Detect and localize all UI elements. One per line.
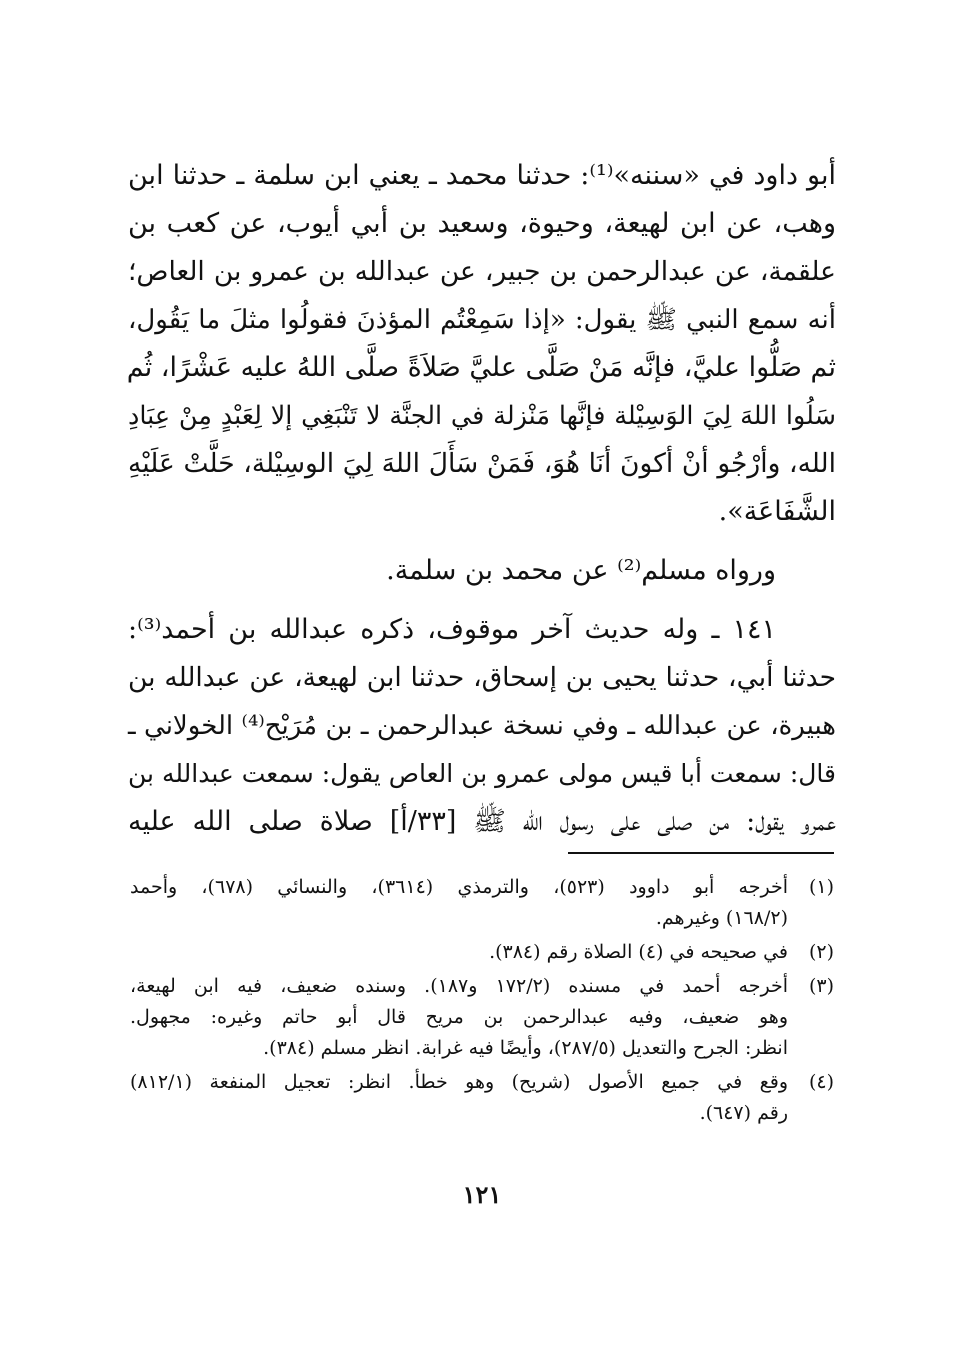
- text-line: أبو داود في «سننه»⁽¹⁾: حدثنا محمد ـ يعني ابن سلمة ـ حدثنا ابن: [128, 160, 836, 191]
- muslim-narration-line: ورواه مسلم⁽²⁾ عن محمد بن سلمة.: [386, 555, 776, 586]
- main-text-body: [128, 152, 836, 846]
- text-line: ثم صَلُّوا عليَّ، فإنَّه مَنْ صَلَّى عليَّ صَلاَةً صلَّى اللهُ عليه عَشْرًا، ثُم: [126, 352, 836, 383]
- footnote-2: [130, 937, 834, 968]
- footnote-text: في صحيحه في (٤) الصلاة رقم (٣٨٤).: [489, 941, 788, 963]
- text-line: الله، وأرْجُو أنْ أكونَ أنَا هُوَ، فَمَنْ سَأَلَ اللهَ لِيَ الوسِيْلة، حَلَّتْ عَلَيْهِ: [128, 448, 836, 479]
- page-number: ١٢١: [462, 1180, 502, 1209]
- text-line: الشَّفَاعَة».: [718, 496, 836, 527]
- footnote-text: (١٦٨/٢) وغيرهم.: [655, 907, 788, 929]
- text-line: حدثنا أبي، حدثنا يحيى بن إسحاق، حدثنا ابن لهيعة، عن عبدالله بن: [128, 662, 836, 693]
- text-line: عمرو يقول: من صلى على رسول الله ﷺ [٣٣/أ] صلاة صلى الله عليه: [128, 806, 837, 837]
- footnote-text: أخرجه أحمد في مسنده (١٧٢/٢ و١٨٧). وسنده ضعيف، فيه ابن لهيعة،: [130, 975, 788, 997]
- hadith-141-heading-line: ١٤١ ـ وله حديث آخر موقوف، ذكره عبدالله بن أحمد⁽³⁾:: [128, 614, 776, 645]
- footnote-text: أخرجه أبو داوود (٥٢٣)، والترمذي (٣٦١٤)، والنسائي (٦٧٨)، وأحمد: [130, 876, 788, 898]
- text-line: علقمة، عن عبدالرحمن بن جبير، عن عبدالله بن عمرو بن العاص؛: [128, 256, 836, 287]
- footnote-1: [130, 872, 834, 934]
- footnote-4: [130, 1067, 834, 1129]
- footnotes-section: [130, 872, 834, 1132]
- footnote-text: وقع في جميع الأصول (شريح) وهو خطأ. انظر: تعجيل المنفعة (٨١٢/١): [130, 1071, 788, 1093]
- footnote-3: [130, 971, 834, 1064]
- footnote-number: (١): [808, 876, 834, 898]
- text-line: أنه سمع النبي ﷺ يقول: «إذا سَمِعْتُم المؤذنَ فقولُوا مثلَ ما يَقُول،: [128, 305, 836, 335]
- footnote-separator: [568, 852, 834, 854]
- footnote-text: انظر: الجرح والتعديل (٢٨٧/٥)، وأيضًا فيه غرابة. انظر مسلم (٣٨٤).: [263, 1037, 788, 1059]
- footnote-number: (٤): [808, 1071, 834, 1093]
- text-line: وهب، عن ابن لهيعة، وحيوة، وسعيد بن أبي أيوب، عن كعب بن: [128, 208, 836, 239]
- text-line: هبيرة، عن عبدالله ـ وفي نسخة عبدالرحمن ـ بن مُرَيْح⁽⁴⁾ الخولاني ـ: [128, 711, 836, 741]
- footnote-text: وهو ضعيف، وفيه عبدالرحمن بن مريح قال أبو حاتم وغيره: مجهول.: [130, 1006, 788, 1028]
- text-line: سَلُوا اللهَ لِيَ الوَسِيْلة فإنَّها مَنْزلة في الجنَّة لا تَنْبَغِي إلا لِعَبْدٍ مِنْ عِبَادِ: [128, 401, 836, 431]
- footnote-text: رقم (٦٤٧).: [699, 1102, 788, 1124]
- footnote-number: (٣): [808, 975, 834, 997]
- text-line: قال: سمعت أبا قيس مولى عمرو بن العاص يقول: سمعت عبدالله بن: [128, 759, 836, 788]
- footnote-number: (٢): [808, 941, 834, 963]
